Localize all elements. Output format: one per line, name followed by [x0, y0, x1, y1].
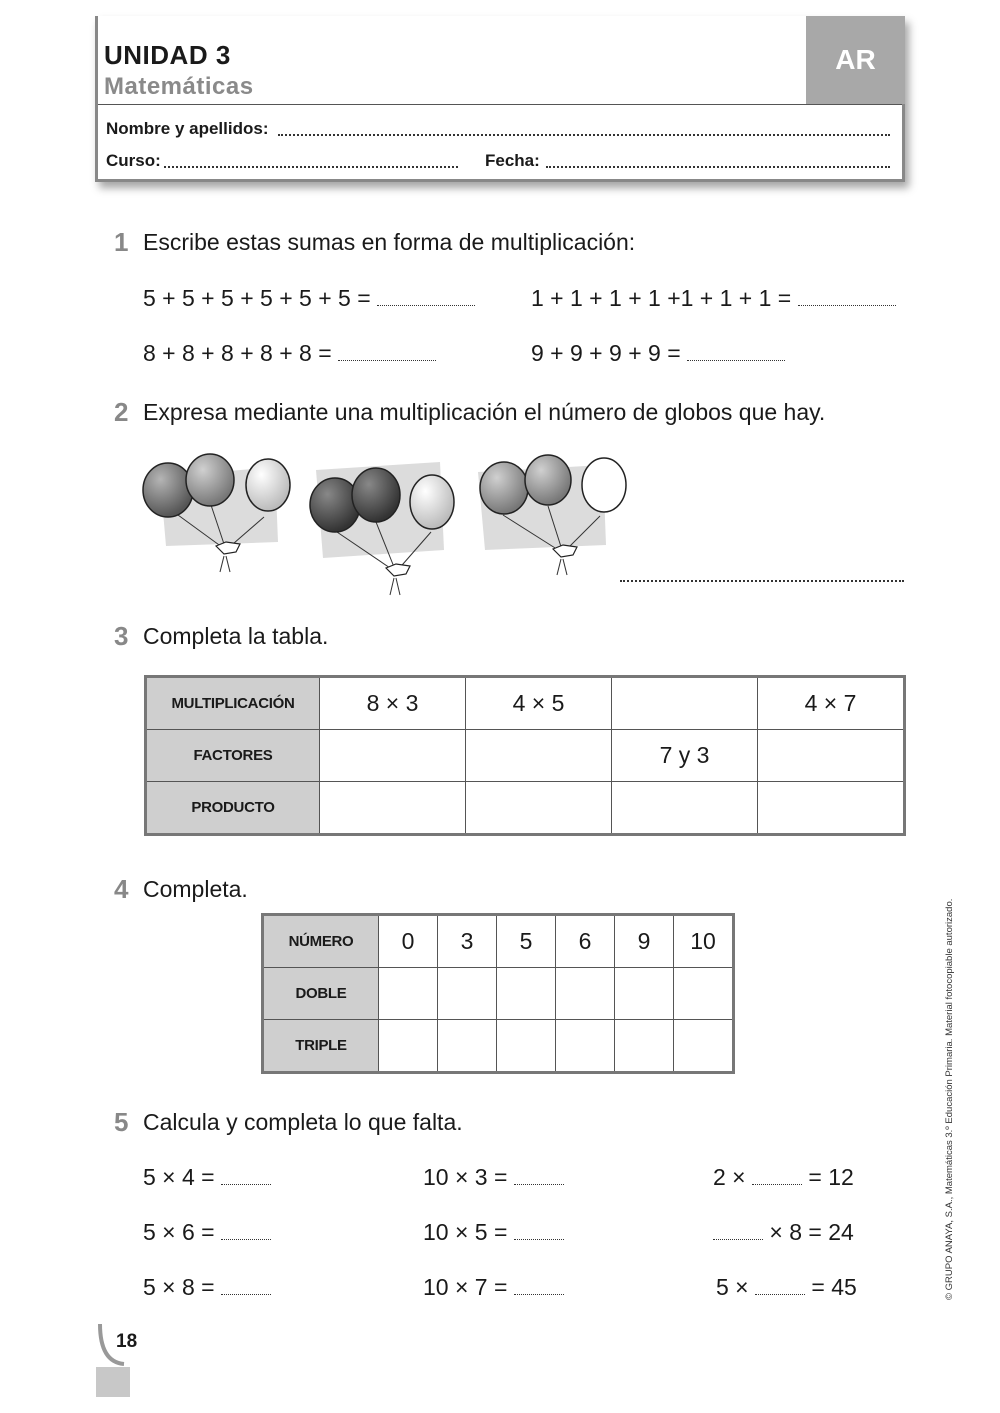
exercise-5-number: 5	[114, 1107, 129, 1137]
exercise-2-number: 2	[114, 397, 129, 427]
number-cell: 6	[556, 915, 615, 968]
answer-cell[interactable]	[674, 1020, 734, 1073]
ex1-sum-4	[531, 340, 785, 367]
sum-expression: 5 + 5 + 5 + 5 + 5 + 5 =	[143, 285, 371, 311]
expression-prefix: 5 ×	[716, 1274, 749, 1300]
table-cell: 4 × 7	[758, 677, 905, 730]
ex1-sum-1	[143, 285, 475, 312]
exercise-2-instruction: Expresa mediante una multiplicación el número de globos que hay.	[143, 399, 826, 425]
answer-cell[interactable]	[615, 968, 674, 1020]
row-label-doble: DOBLE	[263, 968, 379, 1020]
answer-cell[interactable]	[556, 1020, 615, 1073]
ex5-item	[423, 1164, 564, 1191]
exercise-4-number: 4	[114, 874, 129, 904]
table-cell-blank[interactable]	[320, 730, 466, 782]
expression: 10 × 7 =	[423, 1274, 508, 1300]
ex2-answer-field[interactable]	[620, 580, 904, 582]
ex1-sum-2	[531, 285, 896, 312]
unit-title: UNIDAD 3	[104, 40, 231, 70]
table-cell: 8 × 3	[320, 677, 466, 730]
subject-title: Matemáticas	[104, 73, 254, 100]
balloons-illustration	[138, 450, 638, 605]
ex1-sum-3	[143, 340, 436, 367]
ar-badge: AR	[806, 16, 905, 104]
ex5-item	[423, 1274, 564, 1301]
expression-suffix: × 8 = 24	[769, 1219, 854, 1245]
balloon-group-1	[143, 454, 290, 572]
balloon-group-3	[478, 455, 626, 575]
ex5-item	[143, 1274, 271, 1301]
answer-cell[interactable]	[497, 1020, 556, 1073]
answer-blank[interactable]	[514, 1239, 564, 1240]
answer-blank[interactable]	[221, 1294, 271, 1295]
row-label-factores: FACTORES	[146, 730, 320, 782]
answer-blank[interactable]	[221, 1184, 271, 1185]
answer-cell[interactable]	[379, 1020, 438, 1073]
answer-cell[interactable]	[556, 968, 615, 1020]
answer-blank[interactable]	[798, 305, 896, 306]
date-field[interactable]	[546, 166, 890, 168]
exercise-5-instruction: Calcula y completa lo que falta.	[143, 1109, 463, 1135]
ex5-item	[713, 1164, 854, 1191]
table-cell-blank[interactable]	[612, 677, 758, 730]
expression: 5 × 4 =	[143, 1164, 215, 1190]
answer-cell[interactable]	[497, 968, 556, 1020]
table-cell-blank[interactable]	[320, 782, 466, 835]
ex5-item	[423, 1219, 564, 1246]
expression-prefix: 2 ×	[713, 1164, 746, 1190]
answer-cell[interactable]	[379, 968, 438, 1020]
exercise-1-instruction: Escribe estas sumas en forma de multiplicación:	[143, 229, 636, 255]
ex5-item	[143, 1219, 271, 1246]
row-label-multiplicacion: MULTIPLICACIÓN	[146, 677, 320, 730]
answer-blank[interactable]	[377, 305, 475, 306]
answer-blank[interactable]	[514, 1294, 564, 1295]
table-cell-blank[interactable]	[466, 730, 612, 782]
table-row	[146, 782, 905, 835]
table-row	[263, 1020, 734, 1073]
exercise-4-instruction: Completa.	[143, 876, 248, 902]
number-cell: 5	[497, 915, 556, 968]
expression-suffix: = 12	[808, 1164, 854, 1190]
course-label: Curso:	[106, 151, 161, 170]
answer-cell[interactable]	[615, 1020, 674, 1073]
table-row	[263, 915, 734, 968]
row-label-producto: PRODUCTO	[146, 782, 320, 835]
answer-blank[interactable]	[687, 360, 785, 361]
table-row	[263, 968, 734, 1020]
table-cell-blank[interactable]	[466, 782, 612, 835]
number-cell: 9	[615, 915, 674, 968]
name-label: Nombre y apellidos:	[106, 119, 269, 138]
number-cell: 3	[438, 915, 497, 968]
table-cell: 7 y 3	[612, 730, 758, 782]
exercise-3-number: 3	[114, 621, 129, 651]
ex5-item	[713, 1219, 854, 1246]
expression: 5 × 8 =	[143, 1274, 215, 1300]
page-number: 18	[116, 1331, 138, 1352]
exercise-1-number: 1	[114, 227, 129, 257]
expression-suffix: = 45	[811, 1274, 857, 1300]
answer-blank[interactable]	[755, 1294, 805, 1295]
answer-blank[interactable]	[338, 360, 436, 361]
number-cell: 0	[379, 915, 438, 968]
table-cell: 4 × 5	[466, 677, 612, 730]
row-label-numero: NÚMERO	[263, 915, 379, 968]
sum-expression: 8 + 8 + 8 + 8 + 8 =	[143, 340, 332, 366]
answer-blank[interactable]	[752, 1184, 802, 1185]
table-cell-blank[interactable]	[758, 730, 905, 782]
expression: 10 × 3 =	[423, 1164, 508, 1190]
number-cell: 10	[674, 915, 734, 968]
row-label-triple: TRIPLE	[263, 1020, 379, 1073]
page-tab	[96, 1367, 130, 1397]
copyright-notice: © GRUPO ANAYA, S.A., Matemáticas 3.º Educación Primaria. Material fotocopiable autorizado.	[944, 898, 955, 1300]
answer-blank[interactable]	[713, 1239, 763, 1240]
ex5-item	[716, 1274, 857, 1301]
answer-cell[interactable]	[674, 968, 734, 1020]
balloon-group-2	[310, 462, 454, 595]
expression: 10 × 5 =	[423, 1219, 508, 1245]
table-row	[146, 730, 905, 782]
header-divider	[98, 104, 902, 105]
table-cell-blank[interactable]	[612, 782, 758, 835]
answer-cell[interactable]	[438, 1020, 497, 1073]
multiplication-table	[144, 675, 906, 836]
name-field[interactable]	[278, 134, 890, 136]
course-field[interactable]	[164, 166, 458, 168]
date-label: Fecha:	[485, 151, 540, 170]
answer-blank[interactable]	[221, 1239, 271, 1240]
answer-cell[interactable]	[438, 968, 497, 1020]
exercise-3-instruction: Completa la tabla.	[143, 623, 329, 649]
ex5-item	[143, 1164, 271, 1191]
double-triple-table	[261, 913, 735, 1074]
answer-blank[interactable]	[514, 1184, 564, 1185]
table-row	[146, 677, 905, 730]
sum-expression: 9 + 9 + 9 + 9 =	[531, 340, 681, 366]
expression: 5 × 6 =	[143, 1219, 215, 1245]
table-cell-blank[interactable]	[758, 782, 905, 835]
sum-expression: 1 + 1 + 1 + 1 +1 + 1 + 1 =	[531, 285, 792, 311]
